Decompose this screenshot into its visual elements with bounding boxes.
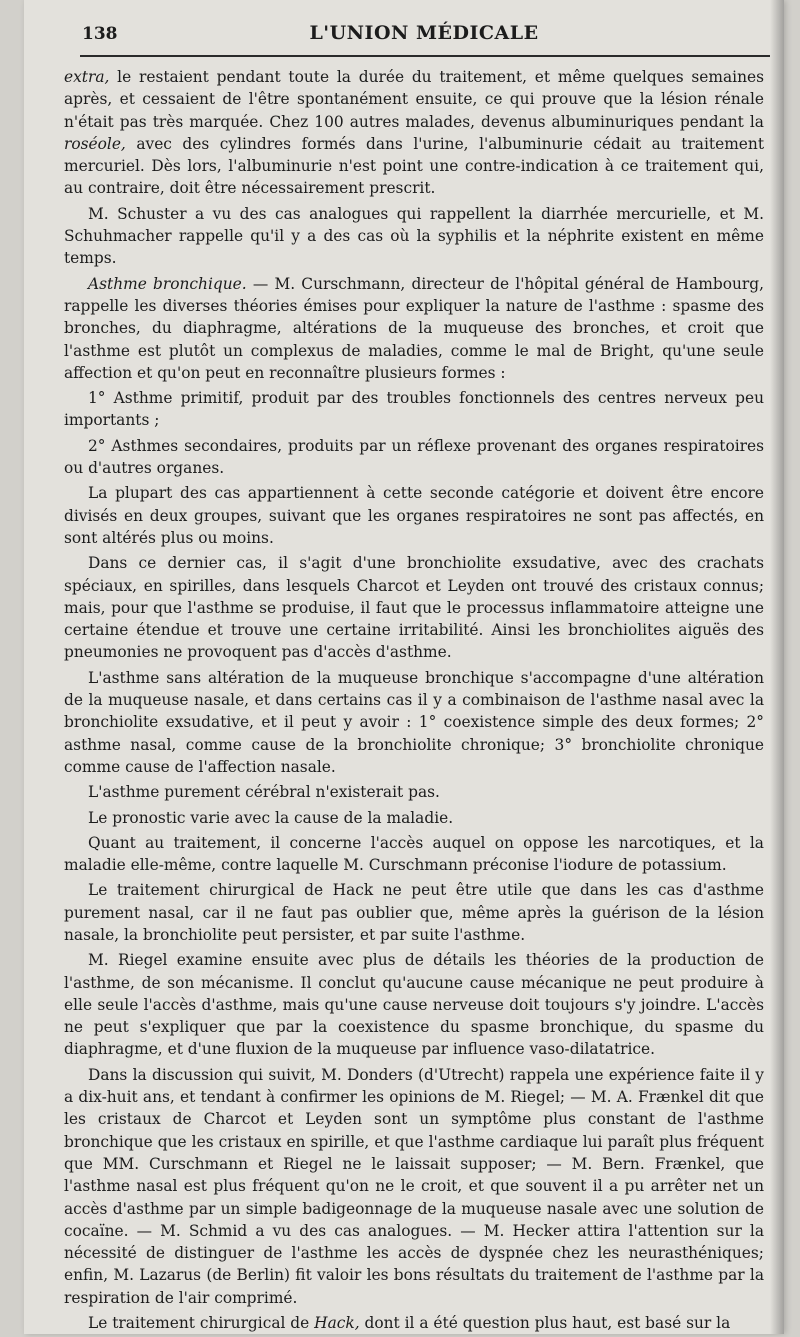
paragraph-p9	[64, 781, 764, 803]
text-segment: Le traitement chirurgical de Hack ne peut être utile que dans les cas d'asthme purement nasal, car il ne faut pas oublier que, même après la guérison de la lésion nasale, la bronchiolite peut persister, et par suite l'asthme.	[64, 881, 764, 944]
paragraph-p4	[64, 387, 764, 432]
paragraph-p10	[64, 807, 764, 829]
running-title: L'UNION MÉDICALE	[309, 22, 539, 44]
text-segment: Le pronostic varie avec la cause de la maladie.	[88, 808, 454, 827]
italic-text: Asthme bronchique.	[88, 274, 247, 293]
paragraph-p8	[64, 667, 764, 778]
text-segment: avec des cylindres formés dans l'urine, l'albuminurie cédait au traitement mercuriel. Dès lors, l'albuminurie n'est point une contre-indication à ce traitement qui, au contraire, doit être nécessairement prescrit.	[64, 134, 764, 198]
paragraph-p3	[64, 273, 764, 384]
text-segment: le restaient pendant toute la durée du traitement, et même quelques semaines après, et cessaient de l'être spontanément ensuite, ce qui prouve que la lésion rénale n'était pas très marquée. Chez 100 autres malades, devenus albuminuriques pendant la	[64, 68, 764, 131]
page-edge-shadow	[770, 0, 784, 1334]
paragraph-p1	[64, 66, 764, 200]
text-segment: M. Riegel examine ensuite avec plus de détails les théories de la production de l'asthme, de son mécanisme. Il conclut qu'aucune cause mécanique ne peut produire à elle seule l'accès d'asthme, mais qu'une cause nerveuse doit toujours s'y joindre. L'accès ne peut s'expliquer que par la coexistence du spasme bronchique, du spasme du diaphragme, et d'une fluxion de la muqueuse par influence vaso-dilatatrice.	[64, 951, 764, 1059]
text-segment: Quant au traitement, il concerne l'accès auquel on oppose les narcotiques, et la maladie elle-même, contre laquelle M. Curschmann préconise l'iodure de potassium.	[64, 833, 764, 875]
text-segment: L'asthme purement cérébral n'existerait pas.	[88, 783, 440, 802]
italic-text: extra,	[64, 68, 110, 86]
document-page	[24, 0, 784, 1334]
text-segment: Dans la discussion qui suivit, M. Donders (d'Utrecht) rappela une expérience faite il y a dix-huit ans, et tendant à confirmer les opinions de M. Riegel; — M. A. Frænkel dit que les cristaux de Charcot et Leyden sont un symptôme plus constant de l'asthme bronchique que les cristaux en spirille, et que l'asthme cardiaque lui paraît plus fréquent que MM. Curschmann et Riegel ne le laissait supposer; — M. Bern. Frænkel, que l'asthme nasal est plus fréquent qu'on ne le croit, et que souvent il a pu arrêter net un accès d'asthme par un simple badigeonnage de la muqueuse nasale avec une solution de cocaïne. — M. Schmid a vu des cas analogues. — M. Hecker attira l'attention sur la nécessité de distinguer de l'asthme les accès de dyspnée chez les neurasthéniques; enfin, M. Lazarus (de Berlin) fit valoir les bons résultats du traitement de l'asthme par la respiration de l'air comprimé.	[64, 1065, 764, 1307]
text-segment: 2° Asthmes secondaires, produits par un réflexe provenant des organes respiratoires ou d'autres organes.	[64, 436, 764, 478]
text-segment: Le traitement chirurgical de	[88, 1314, 315, 1333]
paragraph-p11	[64, 832, 764, 877]
header-rule	[80, 55, 770, 57]
text-segment: M. Schuster a vu des cas analogues qui rappellent la diarrhée mercurielle, et M. Schuhmacher rappelle qu'il y a des cas où la syphilis et la néphrite existent en même temps.	[64, 204, 764, 268]
page-header	[74, 20, 774, 48]
text-segment: dont il a été question plus haut, est basé sur la	[359, 1314, 731, 1333]
paragraph-p7	[64, 552, 764, 663]
page-number: 138	[82, 24, 118, 44]
text-segment: Dans ce dernier cas, il s'agit d'une bronchiolite exsudative, avec des crachats spéciaux, en spirilles, dans lesquels Charcot et Leyden ont trouvé des cristaux connus; mais, pour que l'asthme se produise, il faut que le processus inflammatoire atteigne une certaine étendue et trouve une certaine irritabilité. Ainsi les bronchiolites aiguës des pneumonies ne provoquent pas d'accès d'asthme.	[64, 554, 764, 662]
paragraph-p6	[64, 482, 764, 549]
paragraph-p14	[64, 1064, 764, 1309]
italic-text: roséole,	[64, 134, 126, 153]
text-segment: 1° Asthme primitif, produit par des troubles fonctionnels des centres nerveux peu importants ;	[64, 389, 764, 430]
paragraph-p5	[64, 435, 764, 480]
article-body	[64, 66, 764, 1337]
text-segment: La plupart des cas appartiennent à cette seconde catégorie et doivent être encore divisés en deux groupes, suivant que les organes respiratoires ne sont pas affectés, en sont altérés plus ou moins.	[64, 484, 764, 547]
paragraph-p15	[64, 1312, 764, 1334]
text-segment: L'asthme sans altération de la muqueuse bronchique s'accompagne d'une altération de la muqueuse nasale, et dans certains cas il y a combinaison de l'asthme nasal avec la bronchiolite exsudative, et il peut y avoir : 1° coexistence simple des deux formes; 2° asthme nasal, comme cause de la bronchiolite chronique; 3° bronchiolite chronique comme cause de l'affection nasale.	[64, 668, 764, 776]
italic-text: Hack,	[314, 1314, 360, 1333]
paragraph-p13	[64, 949, 764, 1060]
text-segment: — M. Curschmann, directeur de l'hôpital général de Hambourg, rappelle les diverses théories émises pour expliquer la nature de l'asthme : spasme des bronches, du diaphragme, altérations de la muqueuse des bronches, et croit que l'asthme est plutôt un complexus de maladies, comme le mal de Bright, qu'une seule affection et qu'on peut en reconnaître plusieurs formes :	[64, 274, 765, 382]
paragraph-p2	[64, 203, 764, 270]
paragraph-p12	[64, 879, 764, 946]
